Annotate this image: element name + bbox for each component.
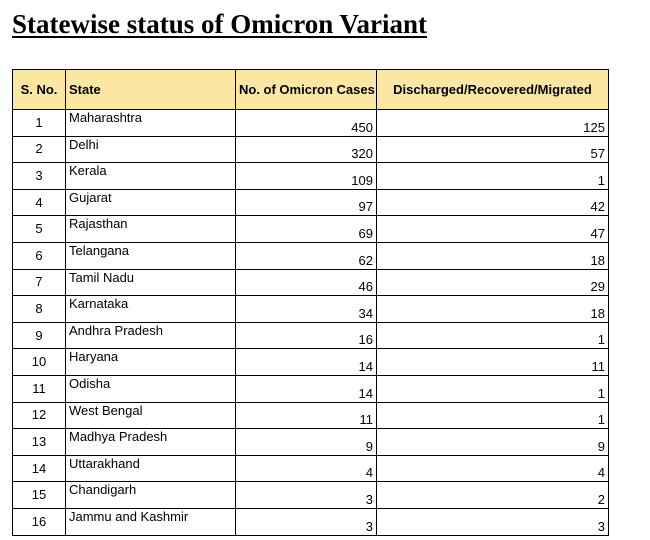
table-row bbox=[13, 163, 609, 190]
row-sno: 3 bbox=[13, 163, 66, 190]
row-state: Jammu and Kashmir bbox=[66, 508, 236, 535]
row-state: Tamil Nadu bbox=[66, 269, 236, 296]
row-discharged: 18 bbox=[377, 242, 609, 269]
row-sno: 8 bbox=[13, 296, 66, 323]
table-row bbox=[13, 402, 609, 429]
row-sno: 12 bbox=[13, 402, 66, 429]
row-sno: 10 bbox=[13, 349, 66, 376]
row-discharged: 9 bbox=[377, 429, 609, 456]
row-omicron-cases: 9 bbox=[236, 429, 377, 456]
row-state: Karnataka bbox=[66, 296, 236, 323]
page-title: Statewise status of Omicron Variant bbox=[12, 9, 427, 39]
row-state: West Bengal bbox=[66, 402, 236, 429]
table-row bbox=[13, 322, 609, 349]
row-omicron-cases: 4 bbox=[236, 455, 377, 482]
row-omicron-cases: 3 bbox=[236, 482, 377, 509]
table-row bbox=[13, 375, 609, 402]
row-omicron-cases: 46 bbox=[236, 269, 377, 296]
row-omicron-cases: 97 bbox=[236, 189, 377, 216]
row-sno: 4 bbox=[13, 189, 66, 216]
table-row bbox=[13, 429, 609, 456]
row-discharged: 1 bbox=[377, 375, 609, 402]
row-sno: 14 bbox=[13, 455, 66, 482]
table-row bbox=[13, 269, 609, 296]
row-sno: 6 bbox=[13, 242, 66, 269]
row-discharged: 29 bbox=[377, 269, 609, 296]
row-omicron-cases: 14 bbox=[236, 375, 377, 402]
row-discharged: 125 bbox=[377, 110, 609, 137]
table-header-row bbox=[13, 70, 609, 110]
row-sno: 13 bbox=[13, 429, 66, 456]
row-sno: 15 bbox=[13, 482, 66, 509]
row-state: Madhya Pradesh bbox=[66, 429, 236, 456]
table-row bbox=[13, 216, 609, 243]
row-state: Rajasthan bbox=[66, 216, 236, 243]
row-discharged: 42 bbox=[377, 189, 609, 216]
row-omicron-cases: 450 bbox=[236, 110, 377, 137]
row-discharged: 1 bbox=[377, 402, 609, 429]
row-state: Odisha bbox=[66, 375, 236, 402]
row-state: Uttarakhand bbox=[66, 455, 236, 482]
table-row bbox=[13, 296, 609, 323]
table-row bbox=[13, 508, 609, 535]
table-row bbox=[13, 455, 609, 482]
table-row bbox=[13, 482, 609, 509]
header-omicron-cases: No. of Omicron Cases bbox=[236, 70, 377, 110]
row-discharged: 47 bbox=[377, 216, 609, 243]
row-state: Kerala bbox=[66, 163, 236, 190]
row-omicron-cases: 109 bbox=[236, 163, 377, 190]
row-discharged: 3 bbox=[377, 508, 609, 535]
row-sno: 16 bbox=[13, 508, 66, 535]
table-row bbox=[13, 189, 609, 216]
row-state: Haryana bbox=[66, 349, 236, 376]
row-discharged: 4 bbox=[377, 455, 609, 482]
row-omicron-cases: 14 bbox=[236, 349, 377, 376]
row-state: Andhra Pradesh bbox=[66, 322, 236, 349]
row-state: Gujarat bbox=[66, 189, 236, 216]
row-sno: 7 bbox=[13, 269, 66, 296]
row-discharged: 1 bbox=[377, 322, 609, 349]
row-discharged: 1 bbox=[377, 163, 609, 190]
row-sno: 11 bbox=[13, 375, 66, 402]
row-state: Delhi bbox=[66, 136, 236, 163]
row-omicron-cases: 16 bbox=[236, 322, 377, 349]
header-sno: S. No. bbox=[13, 70, 66, 110]
table-row bbox=[13, 349, 609, 376]
row-state: Maharashtra bbox=[66, 110, 236, 137]
row-state: Telangana bbox=[66, 242, 236, 269]
row-discharged: 57 bbox=[377, 136, 609, 163]
row-sno: 1 bbox=[13, 110, 66, 137]
row-sno: 5 bbox=[13, 216, 66, 243]
row-omicron-cases: 62 bbox=[236, 242, 377, 269]
row-omicron-cases: 11 bbox=[236, 402, 377, 429]
header-state: State bbox=[66, 70, 236, 110]
row-omicron-cases: 34 bbox=[236, 296, 377, 323]
omicron-status-table bbox=[12, 69, 609, 536]
row-sno: 2 bbox=[13, 136, 66, 163]
row-discharged: 11 bbox=[377, 349, 609, 376]
row-sno: 9 bbox=[13, 322, 66, 349]
row-state: Chandigarh bbox=[66, 482, 236, 509]
row-discharged: 2 bbox=[377, 482, 609, 509]
row-omicron-cases: 69 bbox=[236, 216, 377, 243]
table-row bbox=[13, 242, 609, 269]
table-body bbox=[13, 110, 609, 536]
table-row bbox=[13, 136, 609, 163]
table-row bbox=[13, 110, 609, 137]
row-omicron-cases: 3 bbox=[236, 508, 377, 535]
row-omicron-cases: 320 bbox=[236, 136, 377, 163]
header-discharged: Discharged/Recovered/Migrated bbox=[377, 70, 609, 110]
row-discharged: 18 bbox=[377, 296, 609, 323]
